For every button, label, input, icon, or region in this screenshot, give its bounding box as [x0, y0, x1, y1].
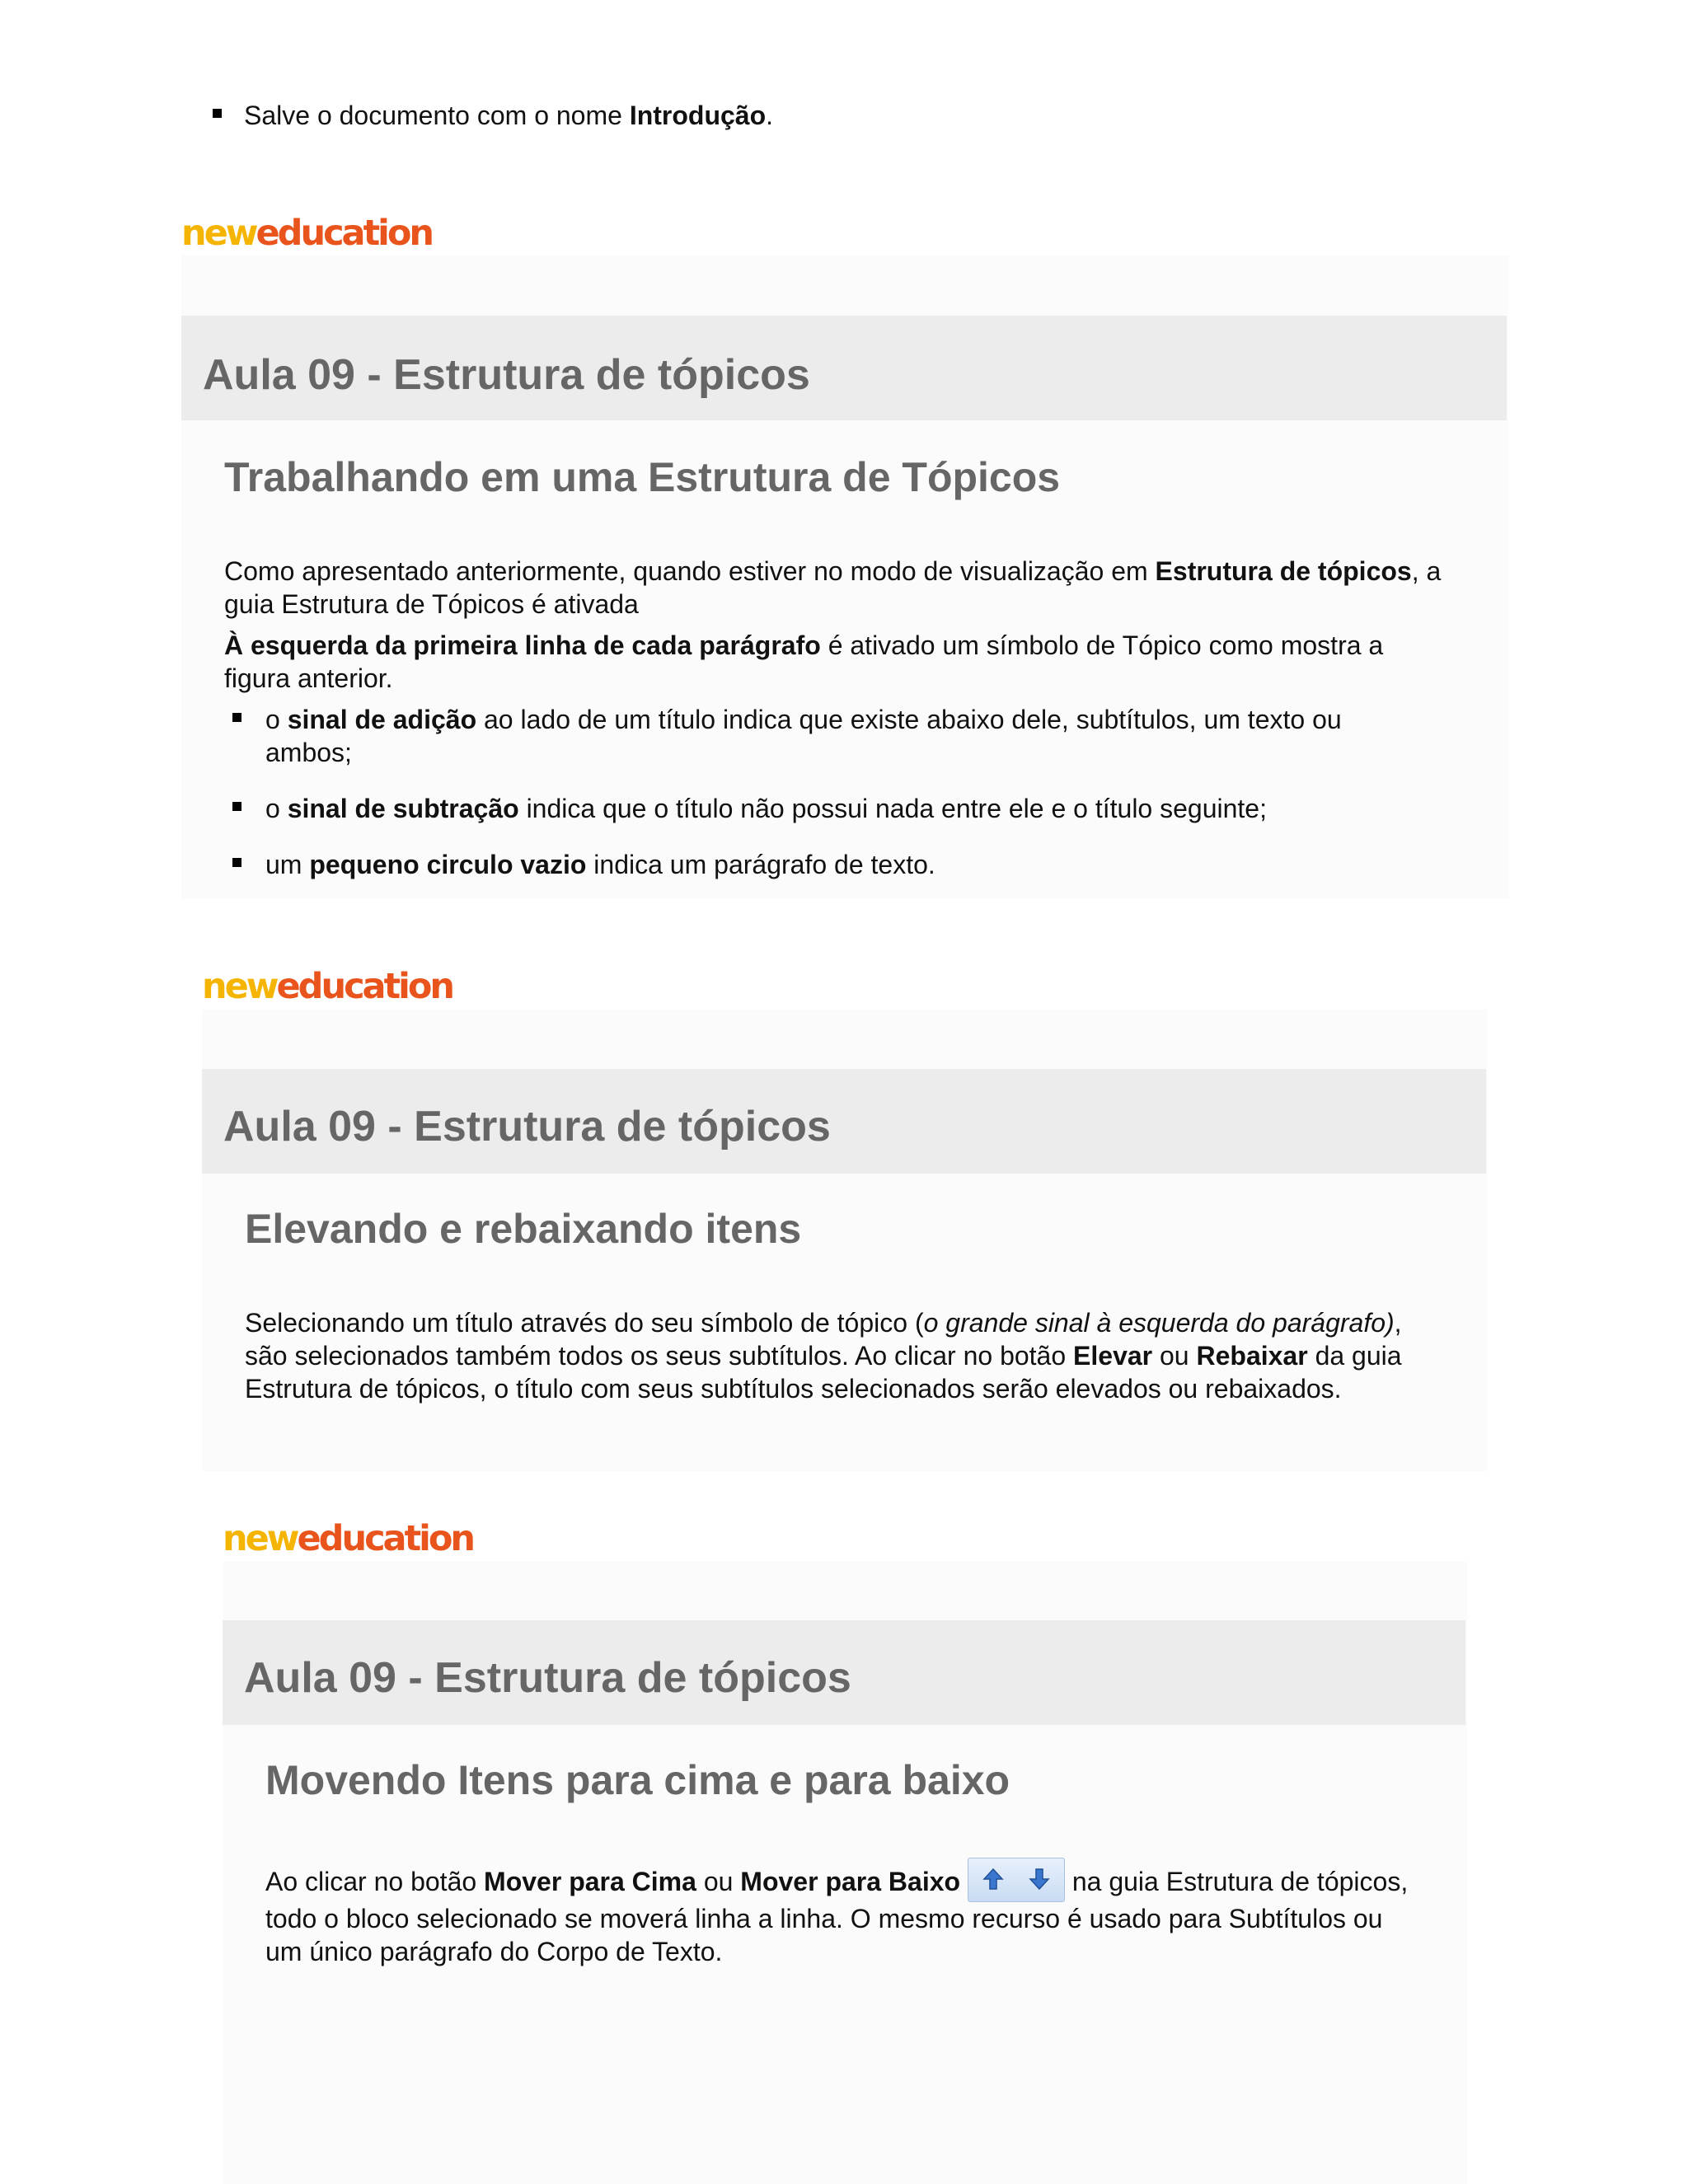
intro-bullet-text: Salve o documento com o nome Introdução. [244, 101, 774, 130]
slide-3-subtitle: Movendo Itens para cima e para baixo [265, 1757, 1010, 1803]
slide-3-paragraph: Ao clicar no botão Mover para Cima ou Mover para Baixo na guia Estrutura de tópicos, todo o bloco selecionado se moverá linha a linha. O mesmo recurso é usado para Subtítulos ou um único parágrafo do Corpo de Texto. [265, 1858, 1419, 1968]
slide-2-body [245, 1306, 1448, 1405]
slide-2-title: Aula 09 - Estrutura de tópicos [223, 1103, 831, 1151]
slide-1-title: Aula 09 - Estrutura de tópicos [203, 351, 810, 399]
slide-1-subtitle: Trabalhando em uma Estrutura de Tópicos [224, 454, 1061, 500]
slide-1-paragraph-1: Como apresentado anteriormente, quando estiver no modo de visualização em Estrutura de tópicos, a guia Estrutura de Tópicos é ativada [224, 556, 1442, 619]
slide-3-title: Aula 09 - Estrutura de tópicos [244, 1654, 851, 1702]
bullet-square-icon [232, 858, 241, 867]
bullet-square-icon [213, 109, 222, 118]
slide-1-body [224, 555, 1452, 881]
list-item: o sinal de adição ao lado de um título indica que existe abaixo dele, subtítulos, um texto ou ambos; [224, 703, 1452, 769]
slide-3-body [265, 1858, 1419, 1968]
list-item: o sinal de subtração indica que o título não possui nada entre ele e o título seguinte; [224, 792, 1452, 825]
move-up-down-buttons-image [968, 1858, 1065, 1902]
neweducation-logo: neweducation [202, 966, 453, 1007]
slide-1-paragraph-2: À esquerda da primeira linha de cada parágrafo é ativado um símbolo de Tópico como mostra a figura anterior. [224, 630, 1384, 693]
bullet-square-icon [232, 802, 241, 811]
list-item: um pequeno circulo vazio indica um parágrafo de texto. [224, 848, 1452, 881]
move-down-arrow-icon [1028, 1867, 1051, 1891]
slide-1-bullet-list [224, 703, 1452, 881]
bullet-square-icon [232, 713, 241, 722]
neweducation-logo: neweducation [181, 213, 433, 254]
slide-2-subtitle: Elevando e rebaixando itens [245, 1206, 802, 1252]
neweducation-logo: neweducation [223, 1518, 474, 1559]
slide-2-paragraph: Selecionando um título através do seu símbolo de tópico (o grande sinal à esquerda do parágrafo), são selecionados também todos os seus subtítulos. Ao clicar no botão Elevar ou Rebaixar da guia Estrutura de tópicos, o título com seus subtítulos selecionados serão elevados ou rebaixados. [245, 1308, 1402, 1404]
move-up-arrow-icon [982, 1867, 1005, 1891]
